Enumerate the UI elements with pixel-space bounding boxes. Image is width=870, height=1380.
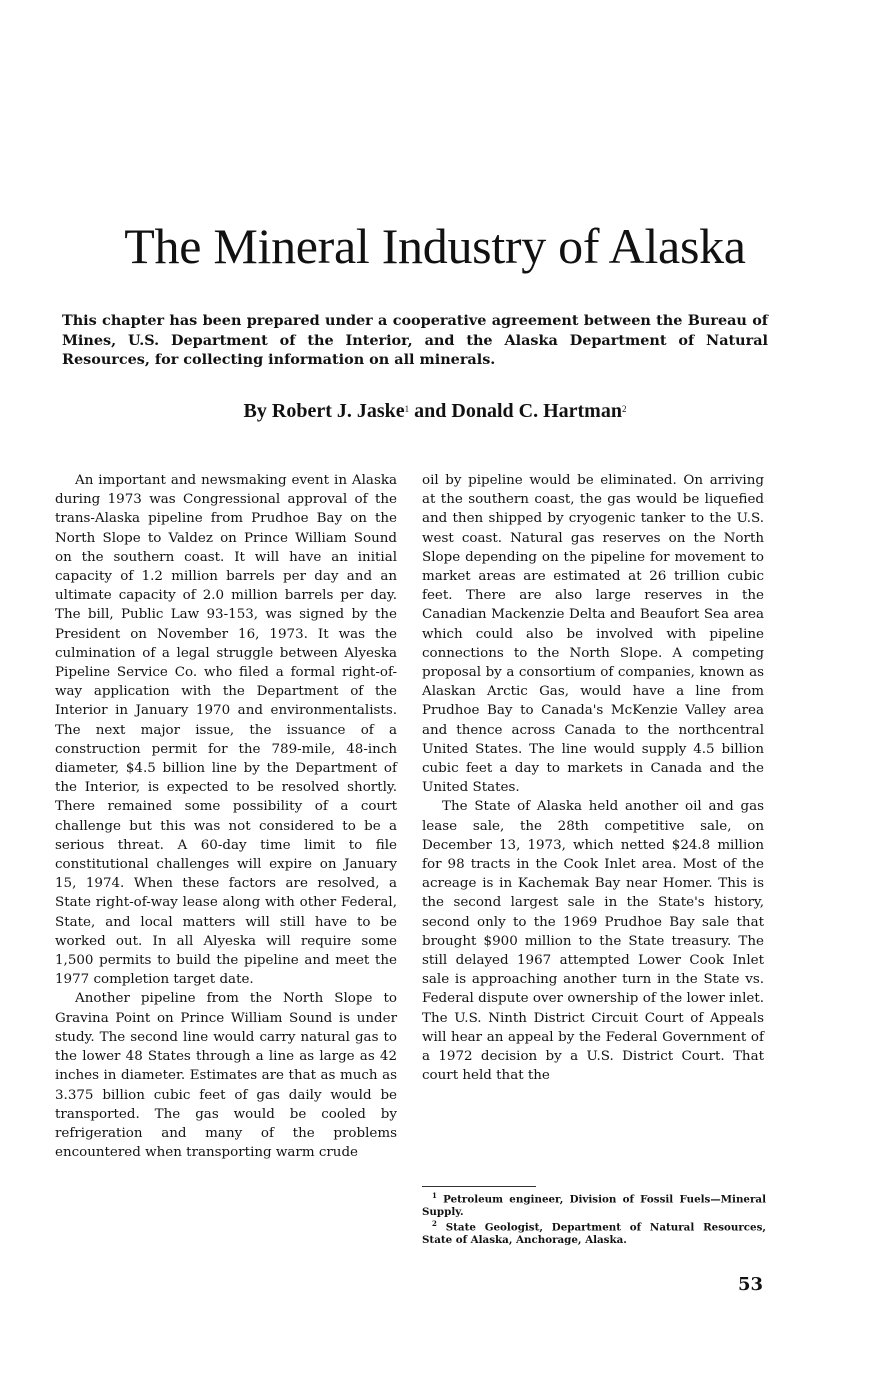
paragraph: The State of Alaska held another oil and gas lease sale, the 28th competitive sale, on December 13, 1973, which netted $24.8 million for 98 tracts in the Cook Inlet area. Most of the acreage is in Kachemak Bay near Homer. This is the second largest sale in the State's history, second only to the 1969 Prudhoe Bay sale that brought $900 million to the State treasury. The still delayed 1967 attempted Lower Cook Inlet sale is approaching another turn in the State vs. Federal dispute over ownership of the lower inlet. The U.S. Ninth District Circuit Court of Appeals will hear an appeal by the Federal Government of a 1972 decision by a U.S. District Court. That court held that the	[422, 799, 764, 1084]
paragraph: Another pipeline from the North Slope to Gravina Point on Prince William Sound is under study. The second line would carry natural gas to the lower 48 States through a line as large as 42 inches in diameter. Estimates are that as much as 3.375 billion cubic feet of gas daily would be transported. The gas would be cooled by refrigeration and many of the problems encountered when transporting warm crude	[55, 991, 397, 1161]
paragraph: An important and newsmaking event in Alaska during 1973 was Congressional approval of the trans-Alaska pipeline from Prudhoe Bay on the North Slope to Valdez on Prince William Sound on the southern coast. It will have an initial capacity of 1.2 million barrels per day and an ultimate capacity of 2.0 million barrels per day. The bill, Public Law 93-153, was signed by the President on November 16, 1973. It was the culmination of a legal struggle between Alyeska Pipeline Service Co. who filed a formal right-of-way application with the Department of the Interior in January 1970 and environmentalists. The next major issue, the issuance of a construction permit for the 789-mile, 48-inch diameter, $4.5 billion line by the Department of the Interior, is expected to be resolved shortly. There remained some possibility of a court challenge but this was not considered to be a serious threat. A 60-day time limit to file constitutional challenges will expire on January 15, 1974. When these factors are resolved, a State right-of-way lease along with other Federal, State, and local matters will still have to be worked out. In all Alyeska will require some 1,500 permits to build the pipeline and meet the 1977 completion target date.	[55, 473, 397, 988]
footnote-1-mark: 1	[432, 1191, 437, 1200]
author-conjunction: and	[414, 400, 447, 422]
author-2-footnote-mark: 2	[621, 404, 627, 414]
page-number: 53	[738, 1274, 764, 1295]
footnote-1	[422, 1190, 766, 1218]
chapter-intro: This chapter has been prepared under a cooperative agreement between the Bureau of Mines, U.S. Department of the Interior, and the Alaska Department of Natural Resources, for collecting information on all minerals.	[62, 312, 768, 368]
author-1: Robert J. Jaske	[271, 400, 405, 422]
author-1-footnote-mark: 1	[404, 404, 410, 414]
footnote-divider	[422, 1186, 536, 1187]
page-title: The Mineral Industry of Alaska	[124, 218, 746, 274]
footnote-1-text: Petroleum engineer, Division of Fossil Fuels—Mineral Supply.	[422, 1193, 766, 1218]
right-column	[422, 471, 764, 1086]
footnotes	[422, 1190, 766, 1247]
footnote-2-text: State Geologist, Department of Natural Resources, State of Alaska, Anchorage, Alaska.	[422, 1221, 766, 1247]
author-2: Donald C. Hartman	[451, 400, 622, 422]
footnote-2	[422, 1218, 766, 1246]
paragraph-continued: oil by pipeline would be eliminated. On arriving at the southern coast, the gas would be liquefied and then shipped by cryogenic tanker to the U.S. west coast. Natural gas reserves on the North Slope depending on the pipeline for movement to market areas are estimated at 26 trillion cubic feet. There are also large reserves in the Canadian Mackenzie Delta and Beaufort Sea area which could also be involved with pipeline connections to the North Slope. A competing proposal by a consortium of companies, known as Alaskan Arctic Gas, would have a line from Prudhoe Bay to Canada's McKenzie Valley area and thence across Canada to the northcentral United States. The line would supply 4.5 billion cubic feet a day to markets in Canada and the United States.	[422, 473, 764, 796]
author-line	[0, 398, 870, 424]
author-prefix: By	[243, 400, 267, 422]
left-column	[55, 471, 397, 1162]
footnote-2-mark: 2	[432, 1219, 437, 1229]
